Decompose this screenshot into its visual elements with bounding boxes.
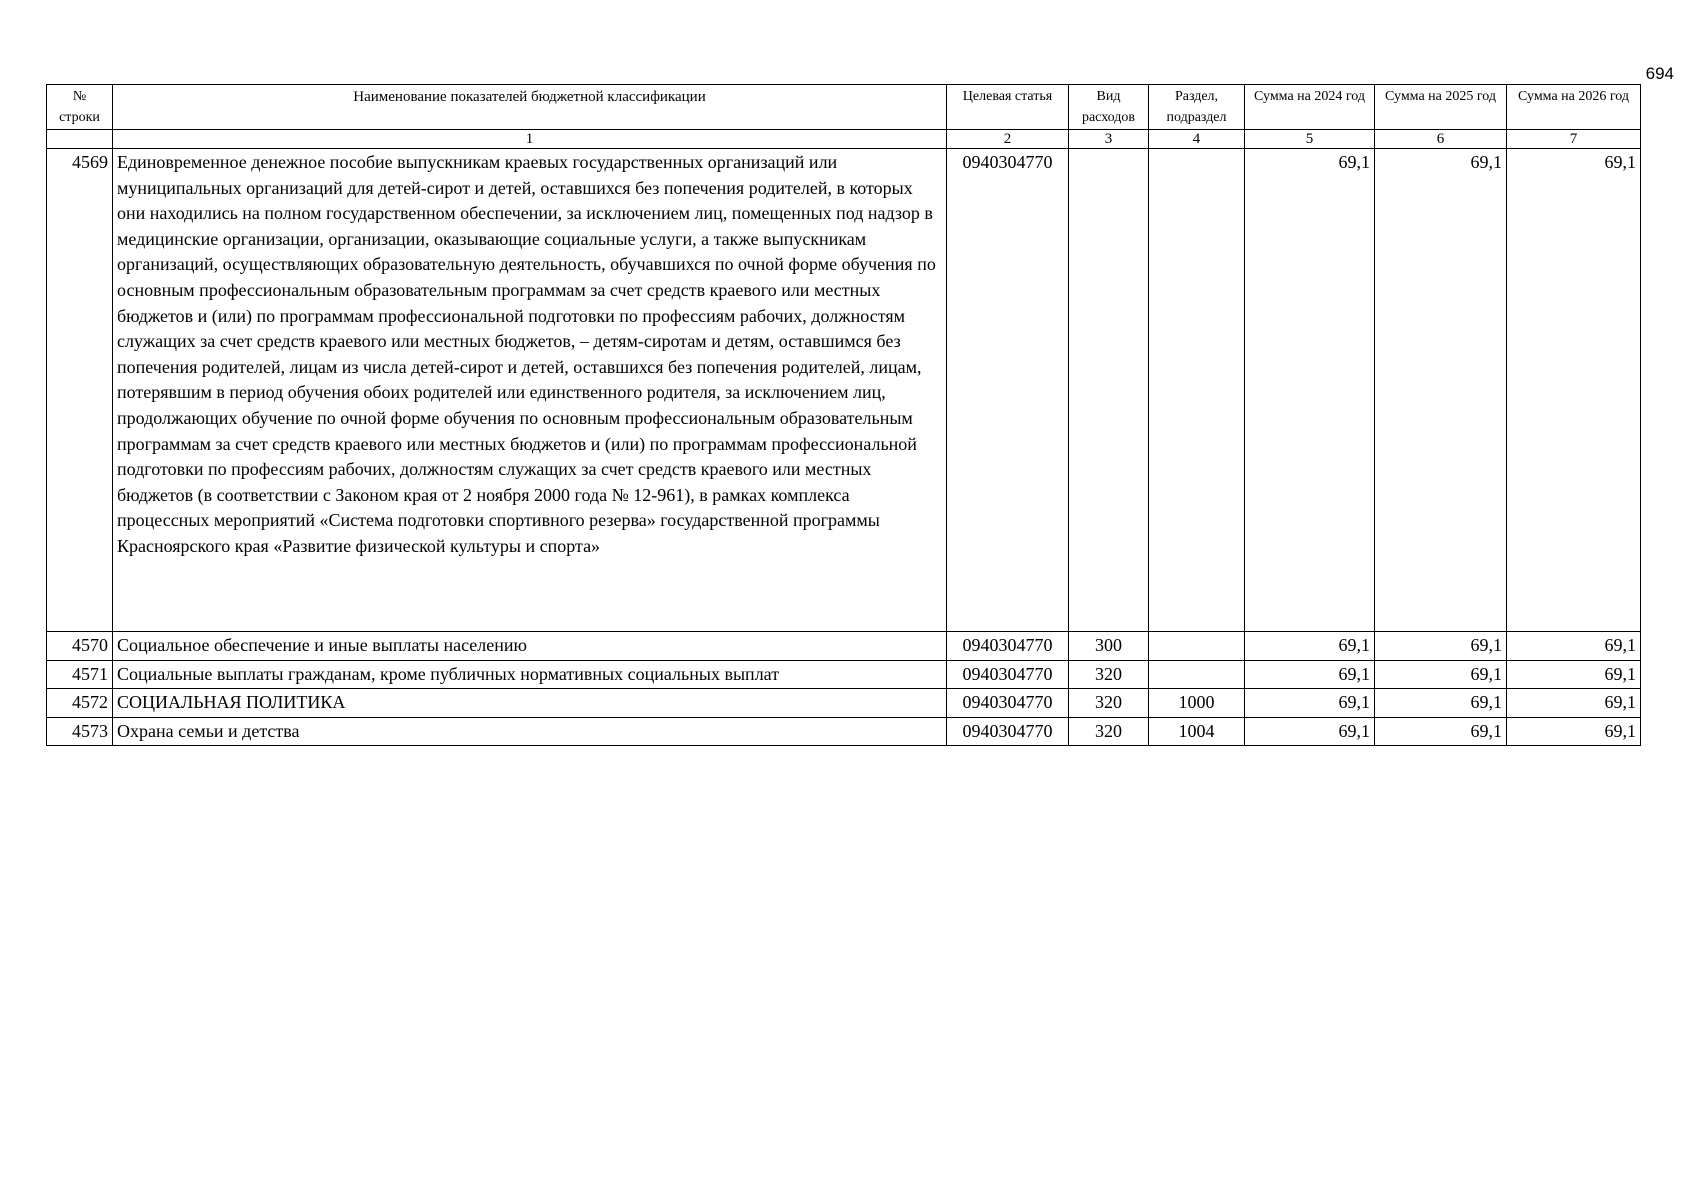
row-sum-2026: 69,1 [1507,632,1641,661]
header-section: Раздел, подраздел [1149,85,1245,130]
row-target-article: 0940304770 [947,149,1069,632]
row-section: 1004 [1149,717,1245,746]
row-name: СОЦИАЛЬНАЯ ПОЛИТИКА [113,689,947,718]
table-row [47,689,1641,718]
budget-table [46,84,1641,746]
row-section [1149,149,1245,632]
row-sum-2024: 69,1 [1245,660,1375,689]
row-name: Охрана семьи и детства [113,717,947,746]
header-row [47,85,1641,130]
row-section [1149,660,1245,689]
row-sum-2026: 69,1 [1507,660,1641,689]
row-number: 4570 [47,632,113,661]
row-sum-2024: 69,1 [1245,689,1375,718]
row-number: 4573 [47,717,113,746]
row-name: Социальное обеспечение и иные выплаты населению [113,632,947,661]
column-index: 2 [947,130,1069,149]
row-sum-2026: 69,1 [1507,689,1641,718]
header-row-number: № строки [47,85,113,130]
row-sum-2024: 69,1 [1245,149,1375,632]
row-sum-2025: 69,1 [1375,660,1507,689]
row-sum-2026: 69,1 [1507,717,1641,746]
row-sum-2025: 69,1 [1375,689,1507,718]
row-expense-type: 300 [1069,632,1149,661]
row-expense-type: 320 [1069,660,1149,689]
column-index: 6 [1375,130,1507,149]
table-row [47,632,1641,661]
header-name: Наименование показателей бюджетной классификации [113,85,947,130]
row-sum-2025: 69,1 [1375,632,1507,661]
header-sum-2025: Сумма на 2025 год [1375,85,1507,130]
table-row [47,717,1641,746]
row-target-article: 0940304770 [947,632,1069,661]
column-index: 1 [113,130,947,149]
row-expense-type: 320 [1069,689,1149,718]
row-expense-type [1069,149,1149,632]
page-number: 694 [1645,64,1674,83]
header-sum-2026: Сумма на 2026 год [1507,85,1641,130]
column-index: 7 [1507,130,1641,149]
header-target-article: Целевая статья [947,85,1069,130]
row-name: Социальные выплаты гражданам, кроме публичных нормативных социальных выплат [113,660,947,689]
table-row [47,149,1641,632]
row-sum-2025: 69,1 [1375,149,1507,632]
column-index-blank [47,130,113,149]
row-sum-2025: 69,1 [1375,717,1507,746]
row-target-article: 0940304770 [947,689,1069,718]
row-sum-2024: 69,1 [1245,717,1375,746]
row-number: 4571 [47,660,113,689]
column-index-row [47,130,1641,149]
row-section: 1000 [1149,689,1245,718]
row-number: 4572 [47,689,113,718]
row-target-article: 0940304770 [947,717,1069,746]
row-expense-type: 320 [1069,717,1149,746]
row-number: 4569 [47,149,113,632]
column-index: 3 [1069,130,1149,149]
header-sum-2024: Сумма на 2024 год [1245,85,1375,130]
row-sum-2024: 69,1 [1245,632,1375,661]
column-index: 4 [1149,130,1245,149]
row-name: Единовременное денежное пособие выпускникам краевых государственных организаций или муниципальных организаций для детей-сирот и детей, оставшихся без попечения родителей, в которых они находились на полном государственном обеспечении, за исключением лиц, помещенных под надзор в медицинские организации, организации, оказывающие социальные услуги, а также выпускникам организаций, осуществляющих образовательную деятельность, обучавшихся по очной форме обучения по основным профессиональным образовательным программам за счет средств краевого или местных бюджетов и (или) по программам профессиональной подготовки по профессиям рабочих, должностям служащих за счет средств краевого или местных бюджетов, – детям-сиротам и детям, оставшимся без попечения родителей, лицам из числа детей-сирот и детей, оставшихся без попечения родителей, лицам, потерявшим в период обучения обоих родителей или единственного родителя, за исключением лиц, продолжающих обучение по очной форме обучения по основным профессиональным образовательным программам за счет средств краевого или местных бюджетов и (или) по программам профессиональной подготовки по профессиям рабочих, должностям служащих за счет средств краевого или местных бюджетов (в соответствии с Законом края от 2 ноября 2000 года № 12-961), в рамках комплекса процессных мероприятий «Система подготовки спортивного резерва» государственной программы Красноярского края «Развитие физической культуры и спорта» [113,149,947,632]
row-section [1149,632,1245,661]
header-expense-type: Вид расходов [1069,85,1149,130]
row-target-article: 0940304770 [947,660,1069,689]
table-row [47,660,1641,689]
column-index: 5 [1245,130,1375,149]
row-sum-2026: 69,1 [1507,149,1641,632]
